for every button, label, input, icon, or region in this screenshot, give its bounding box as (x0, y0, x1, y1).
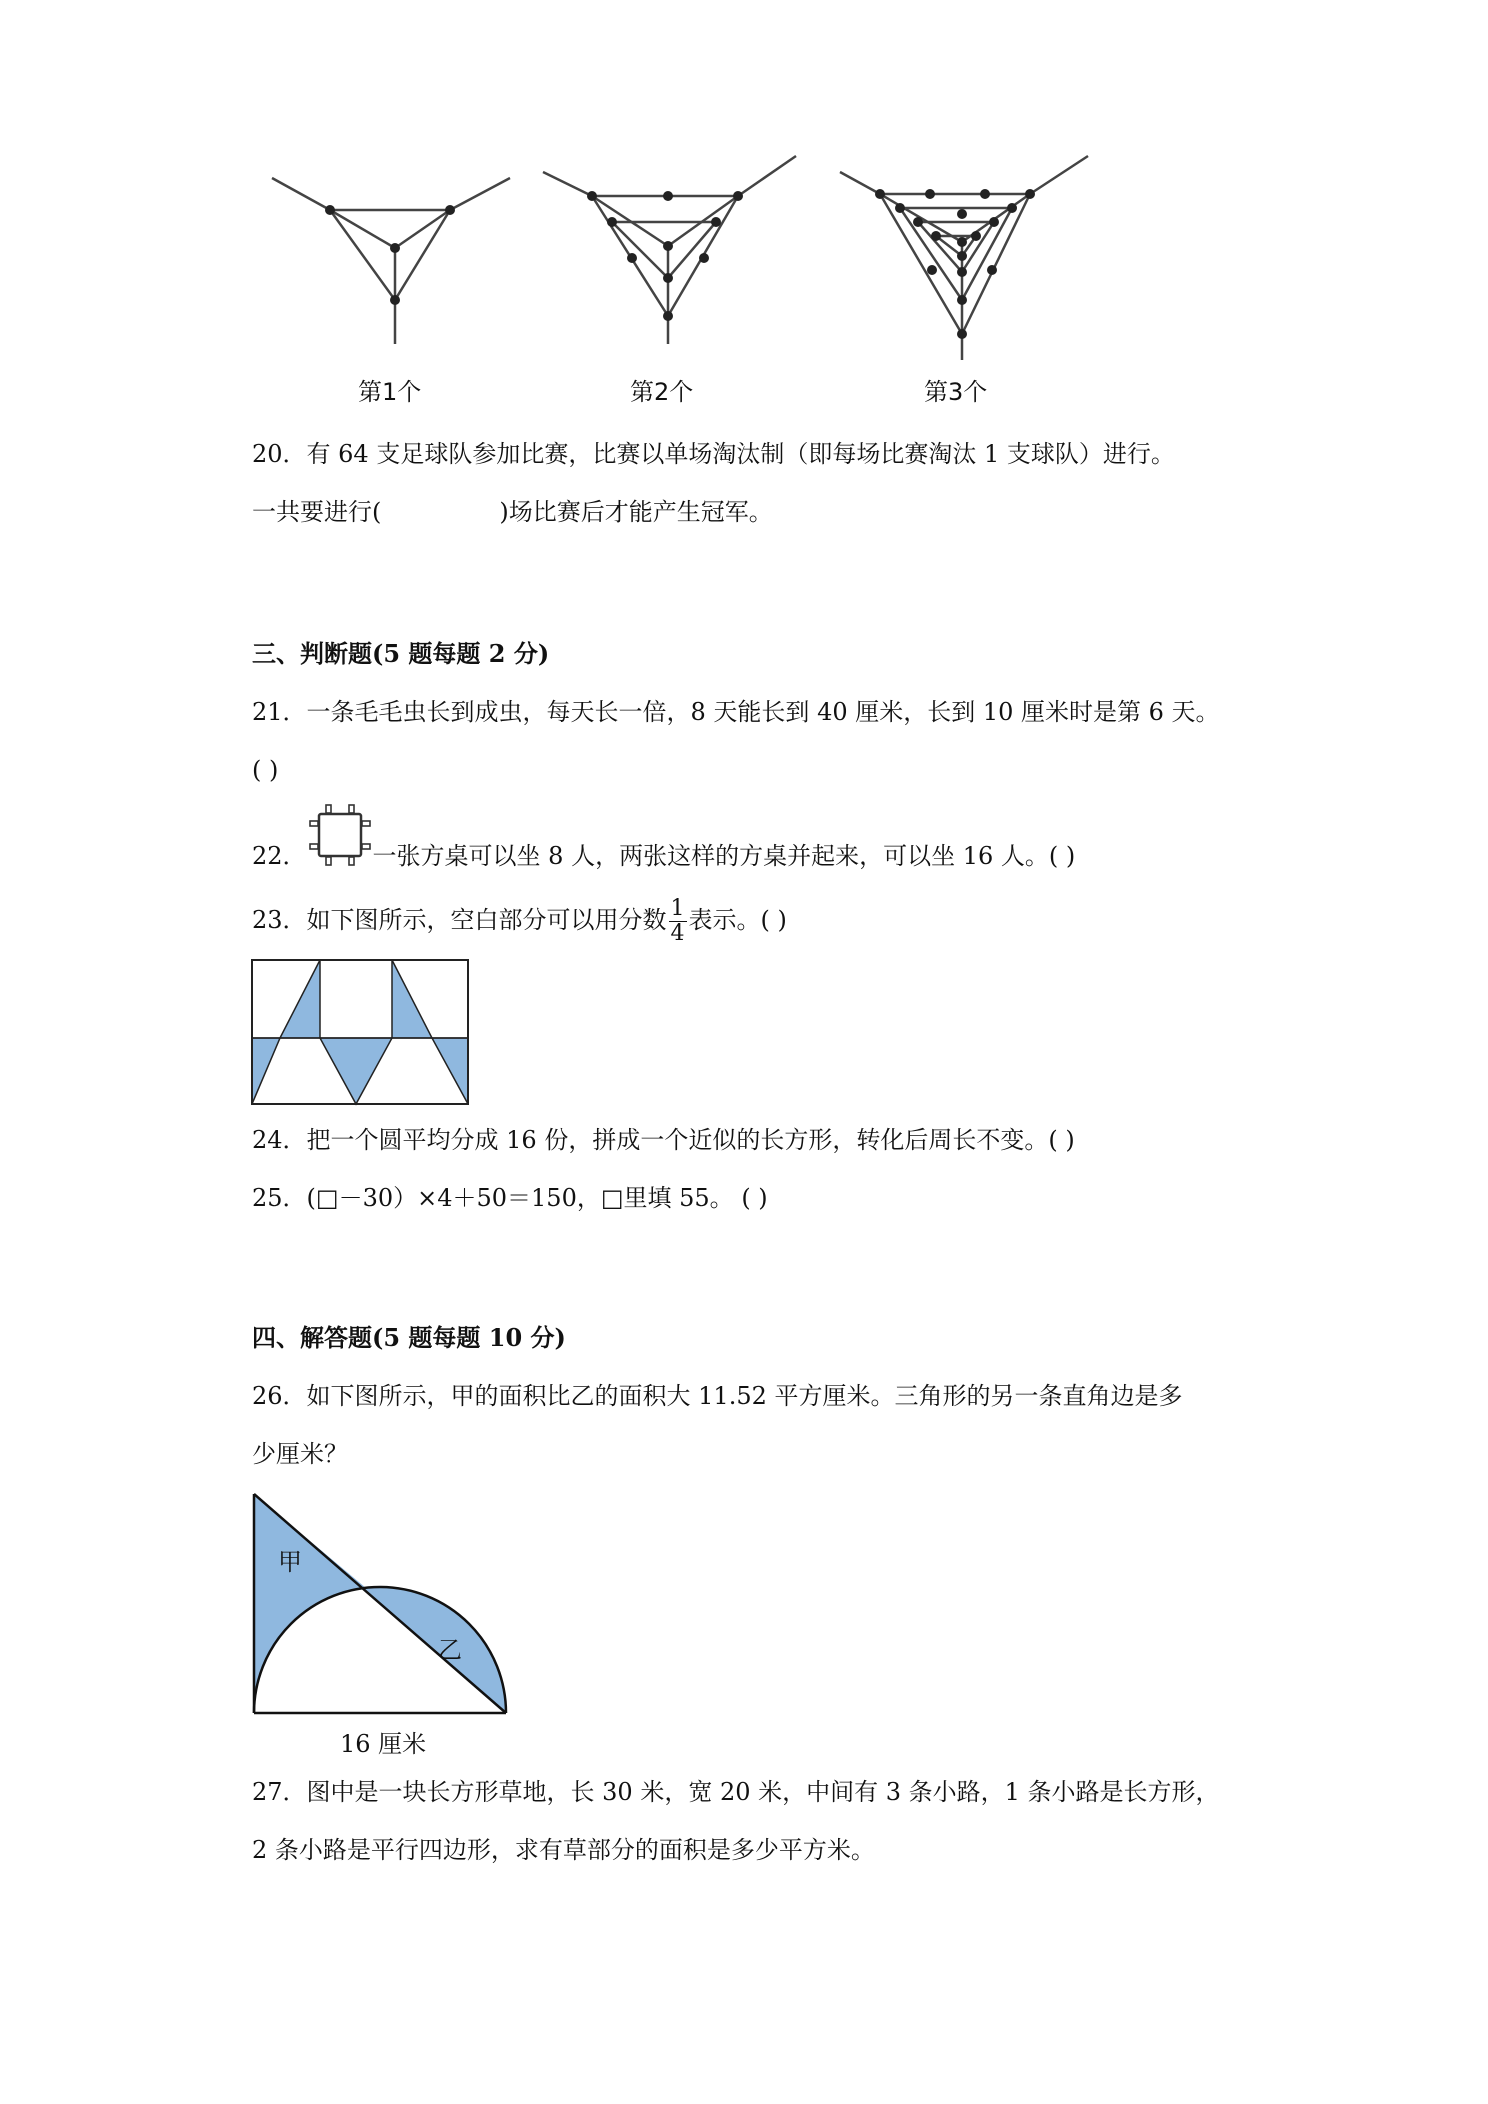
q24-line: 24．把一个圆平均分成 16 份，拼成一个近似的长方形，转化后周长不变。( ) (252, 1126, 1075, 1154)
q23-figure (250, 958, 470, 1108)
q23-fraction-denominator: 4 (670, 921, 685, 946)
q23-fraction (669, 897, 687, 946)
q25-line: 25．(□－30）×4＋50＝150，□里填 55。 ( ) (252, 1184, 768, 1212)
q22-text: 一张方桌可以坐 8 人，两张这样的方桌并起来，可以坐 16 人。( ) (372, 842, 1076, 870)
q21-answer[interactable]: ( ) (252, 756, 279, 784)
pattern-label-2: 第2个 (630, 378, 694, 406)
q20-line2-start: 一共要进行( (252, 498, 382, 526)
q26-line2: 少厘米？ (252, 1440, 348, 1468)
q20-line2-end: )场比赛后才能产生冠军。 (499, 498, 773, 526)
q26-figure (248, 1488, 518, 1726)
q20-line1: 20．有 64 支足球队参加比赛，比赛以单场淘汰制（即每场比赛淘汰 1 支球队）进行。 (252, 440, 1175, 468)
q23-line (252, 896, 787, 946)
pattern-label-1: 第1个 (358, 378, 422, 406)
q23-fraction-numerator: 1 (670, 896, 685, 921)
q26-label-yi: 乙 (438, 1636, 462, 1664)
q26-label-base: 16 厘米 (340, 1730, 427, 1758)
square-table-icon (307, 802, 373, 868)
q22-line (252, 840, 1075, 872)
q27-line1: 27．图中是一块长方形草地，长 30 米，宽 20 米，中间有 3 条小路，1 条小路是长方形， (252, 1778, 1220, 1806)
q27-line2: 2 条小路是平行四边形，求有草部分的面积是多少平方米。 (252, 1836, 875, 1864)
pattern-label-3: 第3个 (924, 378, 988, 406)
q22-number: 22． (252, 842, 307, 870)
q23-text-end: 表示。( ) (688, 906, 787, 934)
q26-line1: 26．如下图所示，甲的面积比乙的面积大 11.52 平方厘米。三角形的另一条直角边是多 (252, 1382, 1183, 1410)
pattern-figures-main (0, 0, 1488, 420)
section4-title: 四、解答题(5 题每题 10 分) (252, 1323, 566, 1352)
section3-title: 三、判断题(5 题每题 2 分) (252, 639, 550, 668)
q26-label-jia: 甲 (278, 1548, 302, 1576)
q21-line1: 21．一条毛毛虫长到成虫，每天长一倍，8 天能长到 40 厘米，长到 10 厘米时是第 6 天。 (252, 698, 1220, 726)
q23-text-start: 23．如下图所示，空白部分可以用分数 (252, 906, 667, 934)
q20-line2 (252, 496, 773, 528)
